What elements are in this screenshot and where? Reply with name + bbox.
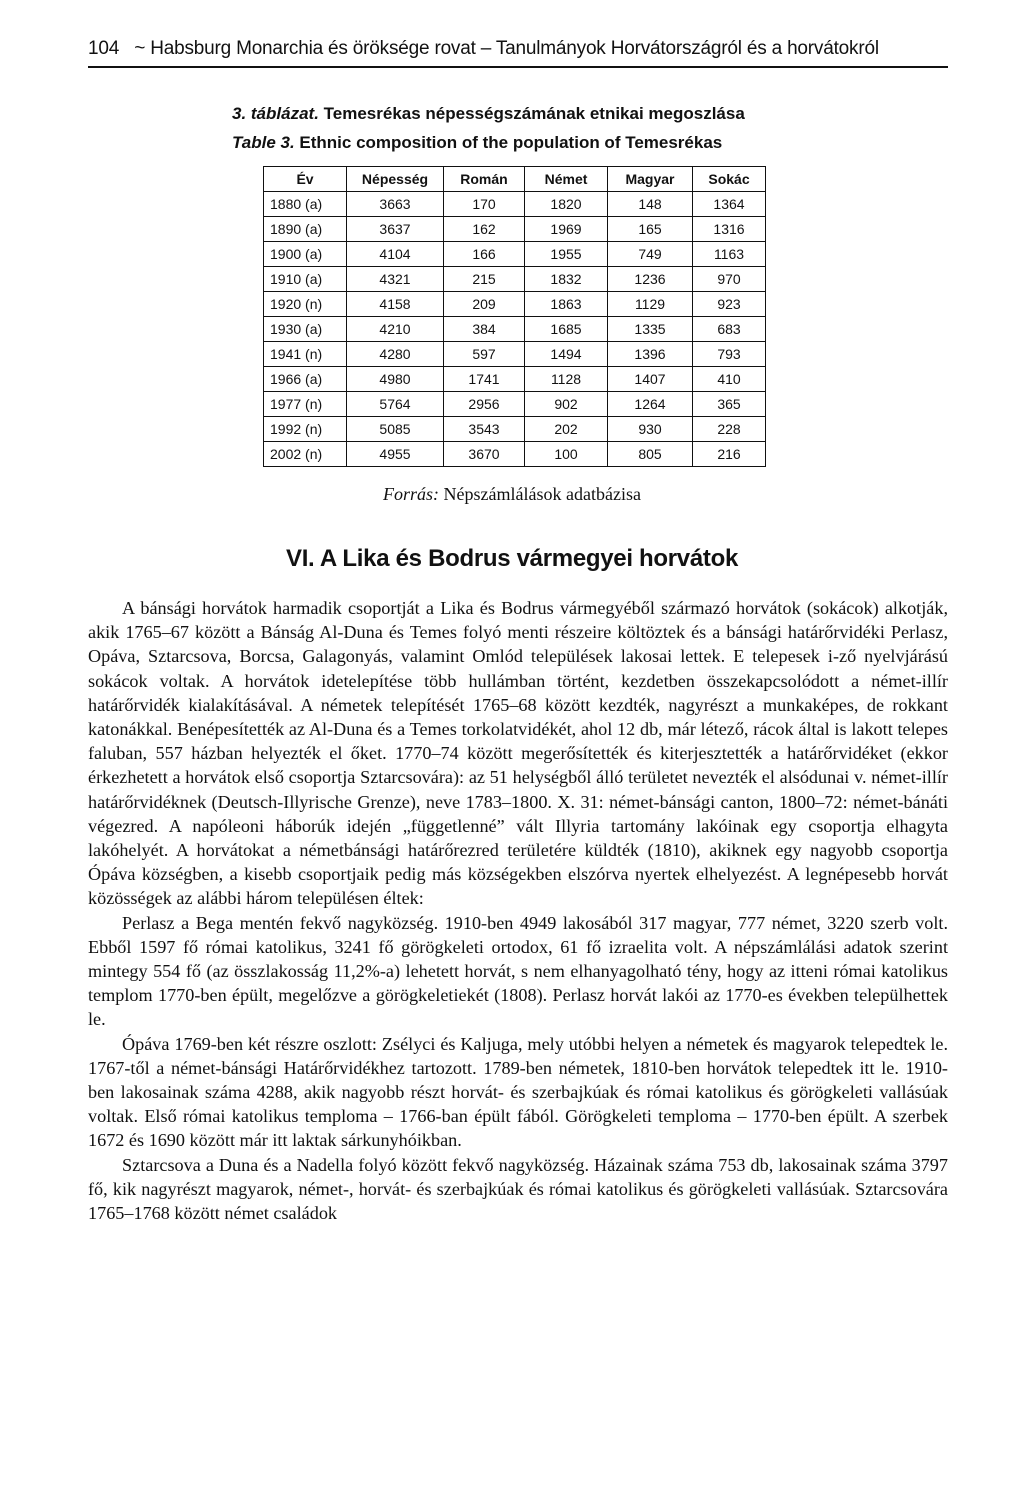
value-cell: 1685 (525, 317, 608, 342)
table-caption-hu (232, 104, 832, 124)
column-header: Év (264, 167, 347, 192)
value-cell: 1396 (608, 342, 693, 367)
running-title: Habsburg Monarchia és öröksége rovat – Tanulmányok Horvátországról és a horvátokról (150, 38, 879, 59)
table-row (264, 242, 766, 267)
value-cell: 5085 (347, 417, 444, 442)
year-cell: 2002 (n) (264, 442, 347, 467)
value-cell: 4158 (347, 292, 444, 317)
table-row (264, 292, 766, 317)
value-cell: 4980 (347, 367, 444, 392)
value-cell: 1832 (525, 267, 608, 292)
value-cell: 209 (444, 292, 525, 317)
table-source (232, 484, 792, 505)
column-header: Román (444, 167, 525, 192)
value-cell: 597 (444, 342, 525, 367)
value-cell: 410 (693, 367, 766, 392)
column-header: Német (525, 167, 608, 192)
value-cell: 384 (444, 317, 525, 342)
year-cell: 1930 (a) (264, 317, 347, 342)
body-text (88, 596, 948, 1225)
value-cell: 1316 (693, 217, 766, 242)
value-cell: 3670 (444, 442, 525, 467)
year-cell: 1890 (a) (264, 217, 347, 242)
value-cell: 1264 (608, 392, 693, 417)
table-header-row (264, 167, 766, 192)
value-cell: 1741 (444, 367, 525, 392)
table-row (264, 367, 766, 392)
header-separator: ~ (134, 38, 146, 59)
value-cell: 228 (693, 417, 766, 442)
value-cell: 170 (444, 192, 525, 217)
value-cell: 166 (444, 242, 525, 267)
value-cell: 1236 (608, 267, 693, 292)
table-caption-en (232, 133, 832, 153)
value-cell: 970 (693, 267, 766, 292)
value-cell: 749 (608, 242, 693, 267)
table-caption-hu-text: Temesrékas népességszámának etnikai megoszlása (323, 104, 745, 123)
table-body (264, 192, 766, 467)
value-cell: 902 (525, 392, 608, 417)
value-cell: 3543 (444, 417, 525, 442)
column-header: Sokác (693, 167, 766, 192)
value-cell: 1969 (525, 217, 608, 242)
source-label: Forrás: (383, 484, 440, 504)
value-cell: 805 (608, 442, 693, 467)
value-cell: 1163 (693, 242, 766, 267)
value-cell: 100 (525, 442, 608, 467)
page-number: 104 (88, 38, 120, 59)
value-cell: 4955 (347, 442, 444, 467)
paragraph: Ópáva 1769-ben két részre oszlott: Zsélyci és Kaljuga, mely utóbbi helyen a németek és magyarok telepedtek le. 1767-től a német-bánsági Határőrvidékhez tartozott. 1789-ben németek, 1810-ben horvátok telepedtek itt le. 1910-ben lakosainak száma 4288, akik nagyobb részt horvát- és szerbajkúak és római katolikus és görögkeleti vallásúak voltak. Első római katolikus temploma – 1766-ban épült fából. Görögkeleti temploma – 1770-ben épült. A szerbek 1672 és 1690 között már itt laktak sárkunyhóikban. (88, 1033, 948, 1151)
value-cell: 1335 (608, 317, 693, 342)
table-row (264, 192, 766, 217)
table-caption-hu-label: 3. táblázat. (232, 104, 319, 123)
year-cell: 1966 (a) (264, 367, 347, 392)
column-header: Népesség (347, 167, 444, 192)
value-cell: 1407 (608, 367, 693, 392)
table-row (264, 442, 766, 467)
value-cell: 1129 (608, 292, 693, 317)
source-text: Népszámlálások adatbázisa (443, 484, 641, 504)
table-row (264, 342, 766, 367)
table-row (264, 217, 766, 242)
value-cell: 165 (608, 217, 693, 242)
year-cell: 1910 (a) (264, 267, 347, 292)
column-header: Magyar (608, 167, 693, 192)
value-cell: 162 (444, 217, 525, 242)
table-row (264, 317, 766, 342)
table-caption-en-text: Ethnic composition of the population of Temesrékas (299, 133, 723, 152)
paragraph: Sztarcsova a Duna és a Nadella folyó között fekvő nagyközség. Házainak száma 753 db, lakosainak száma 3797 fő, kik nagyrészt magyarok, német-, horvát- és szerbajkúak és római katolikus és görögkeleti vallásúak. Sztarcsovára 1765–1768 között német családok (88, 1154, 948, 1224)
value-cell: 3663 (347, 192, 444, 217)
value-cell: 923 (693, 292, 766, 317)
value-cell: 2956 (444, 392, 525, 417)
value-cell: 4104 (347, 242, 444, 267)
year-cell: 1977 (n) (264, 392, 347, 417)
value-cell: 1863 (525, 292, 608, 317)
value-cell: 5764 (347, 392, 444, 417)
year-cell: 1920 (n) (264, 292, 347, 317)
value-cell: 4321 (347, 267, 444, 292)
population-table (263, 166, 766, 467)
value-cell: 148 (608, 192, 693, 217)
value-cell: 365 (693, 392, 766, 417)
value-cell: 4210 (347, 317, 444, 342)
year-cell: 1941 (n) (264, 342, 347, 367)
section-title: VI. A Lika és Bodrus vármegyei horvátok (285, 545, 739, 572)
value-cell: 4280 (347, 342, 444, 367)
value-cell: 793 (693, 342, 766, 367)
year-cell: 1992 (n) (264, 417, 347, 442)
running-head (88, 38, 948, 60)
value-cell: 930 (608, 417, 693, 442)
table-row (264, 392, 766, 417)
value-cell: 216 (693, 442, 766, 467)
value-cell: 683 (693, 317, 766, 342)
paragraph: Perlasz a Bega mentén fekvő nagyközség. 1910-ben 4949 lakosából 317 magyar, 777 német, 3220 szerb volt. Ebből 1597 fő római katolikus, 3241 fő görögkeleti ortodox, 61 fő izraelita volt. A népszámlálási adatok szerint mintegy 554 fő (az összlakosság 11,2%-a) lehetett horvát, s nem elhanyagolható tény, hogy az itteni római katolikus templom 1770-ben épült, megelőzve a görögkeletiekét (1808). Perlasz horvát lakói az 1770-es években települhettek le. (88, 912, 948, 1030)
value-cell: 1820 (525, 192, 608, 217)
table-caption-en-label: Table 3. (232, 133, 295, 152)
value-cell: 202 (525, 417, 608, 442)
value-cell: 1494 (525, 342, 608, 367)
header-rule (88, 66, 948, 68)
value-cell: 1128 (525, 367, 608, 392)
value-cell: 215 (444, 267, 525, 292)
table-row (264, 417, 766, 442)
year-cell: 1880 (a) (264, 192, 347, 217)
paragraph: A bánsági horvátok harmadik csoportját a Lika és Bodrus vármegyéből származó horvátok (sokácok) alkotják, akik 1765–67 között a Bánság Al-Duna és Temes folyó menti részeire költöztek és a bánsági határőrvidéki Perlasz, Opáva, Sztarcsova, Borcsa, Galagonyás, valamint Omlód települések lakosai lettek. E telepesek i-ző nyelvjárású sokácok voltak. A horvátok idetelepítése több hullámban történt, kezdetben összekapcsolódott a német-illír határőrvidék kialakításával. A németek telepítését 1765–68 között kezdték, nagyrészt a munkaképes, de rokkant katonákkal. Benépesítették az Al-Duna és a Temes torkolatvidékét, ahol 12 db, már létező, rácok által is lakott telepes faluban, 557 házban helyezték el őket. 1770–74 között megerősítették és kiterjesztették a határőrvidéket (ekkor érkezhetett a horvátok első csoportja Sztarcsovára): az 51 helységből álló területet nevezték el alsódunai v. német-illír határőrvidéknek (Deutsch-Illyrische Grenze), neve 1783–1800. X. 31: német-bánsági canton, 1800–72: német-bánáti végezred. A napóleoni háborúk idején „függetlenné” vált Illyria tartomány lakóinak egy csoportja elhagyta lakóhelyét. A horvátokat a németbánsági határőrezred területére küldték (1810), akiknek egy nagyobb csoportja Ópáva községben, a kisebb csoportjaik pedig más községekben elszórva nyertek elhelyezést. A legnépesebb horvát közösségek az alábbi három településen éltek: (88, 598, 948, 909)
value-cell: 3637 (347, 217, 444, 242)
year-cell: 1900 (a) (264, 242, 347, 267)
value-cell: 1364 (693, 192, 766, 217)
table-row (264, 267, 766, 292)
value-cell: 1955 (525, 242, 608, 267)
